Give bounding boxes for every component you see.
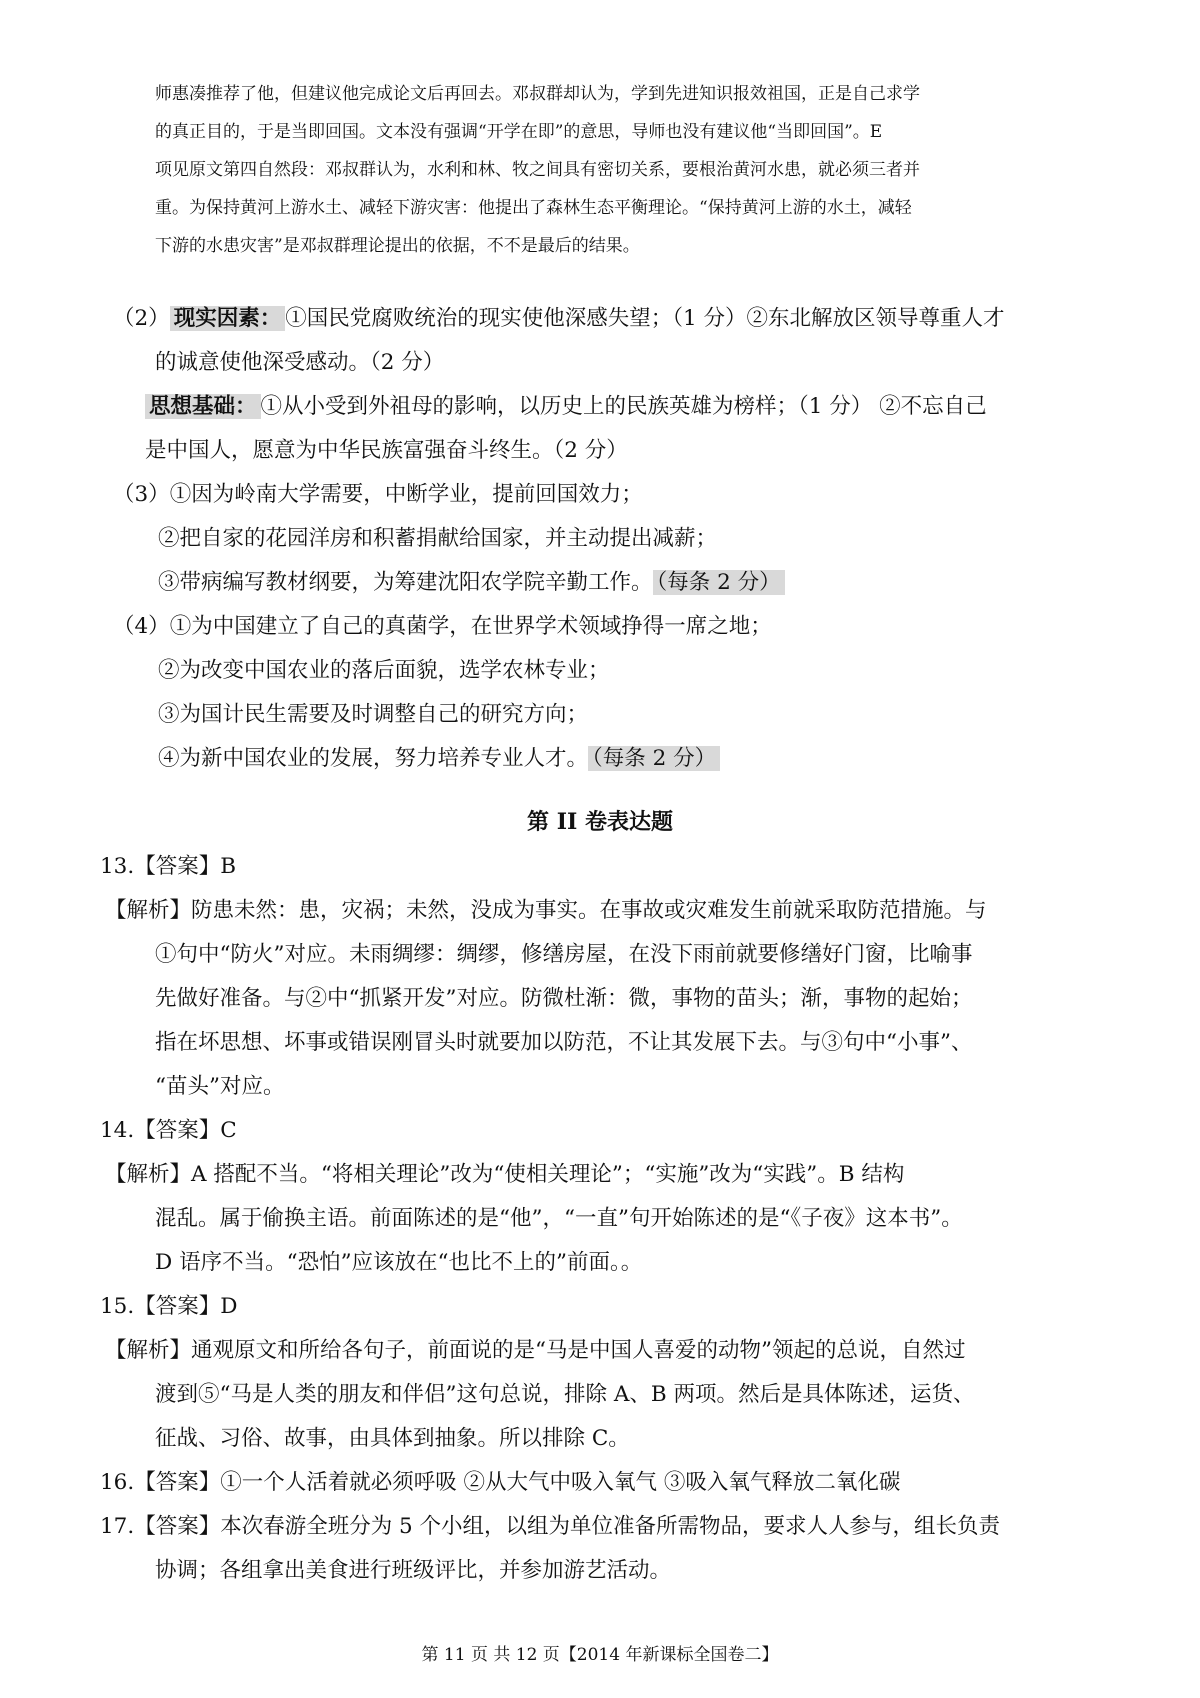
explanation-line: 【解析】A 搭配不当。“将相关理论”改为“使相关理论”；“实施”改为“实践”。B 结构: [105, 1162, 905, 1187]
answer-text: 是中国人，愿意为中华民族富强奋斗终生。（2 分）: [145, 438, 628, 463]
question-2-real: [113, 297, 1004, 341]
answer-item: ③为国计民生需要及时调整自己的研究方向；: [158, 702, 589, 727]
question-2-idea: [145, 385, 987, 429]
explanation-line: 指在坏思想、坏事或错误刚冒头时就要加以防范，不让其发展下去。与③句中“小事”、: [155, 1030, 973, 1055]
answer-line: 13.【答案】B: [100, 854, 236, 879]
section-title: 第 II 卷表达题: [527, 809, 673, 835]
answer-text: ③带病编写教材纲要，为筹建沈阳农学院辛勤工作。: [158, 570, 653, 595]
page-footer: 第 11 页 共 12 页【2014 年新课标全国卷二】: [421, 1645, 779, 1665]
answer-item: ②为改变中国农业的落后面貌，选学农林专业；: [158, 658, 610, 683]
answer-line: 14.【答案】C: [100, 1118, 237, 1143]
explanation-line: 【解析】通观原文和所给各句子，前面说的是“马是中国人喜爱的动物”领起的总说，自然过: [105, 1338, 966, 1363]
text-line: 的真正目的，于是当即回国。文本没有强调“开学在即”的意思，导师也没有建议他“当即回国”。E: [155, 122, 883, 142]
explanation-line: 混乱。属于偷换主语。前面陈述的是“他”，“一直”句开始陈述的是“《子夜》这本书”。: [155, 1206, 963, 1231]
answer-item: ②把自家的花园洋房和积蓄捐献给国家，并主动提出减薪；: [158, 526, 718, 551]
answer-line: 协调；各组拿出美食进行班级评比，并参加游艺活动。: [155, 1558, 672, 1583]
text-line: 重。为保持黄河上游水土、减轻下游灾害：他提出了森林生态平衡理论。“保持黄河上游的水土，减轻: [155, 198, 912, 218]
text-line: 项见原文第四自然段：邓叔群认为，水利和林、牧之间具有密切关系，要根治黄河水患，就必须三者并: [155, 160, 920, 180]
score-note: （每条 2 分）: [653, 570, 785, 595]
highlight-label: 现实因素：: [170, 306, 286, 331]
question-number: （4）: [113, 614, 170, 639]
explanation-line: D 语序不当。“恐怕”应该放在“也比不上的”前面。。: [155, 1250, 643, 1275]
question-number: （3）: [113, 482, 170, 507]
answer-line: 15.【答案】D: [100, 1294, 238, 1319]
explanation-line: “苗头”对应。: [155, 1074, 285, 1099]
text-line: 师惠凑推荐了他，但建议他完成论文后再回去。邓叔群却认为，学到先进知识报效祖国，正是自己求学: [155, 84, 920, 104]
answer-item: ①因为岭南大学需要，中断学业，提前回国效力；: [169, 482, 643, 507]
answer-text: 的诚意使他深受感动。（2 分）: [155, 350, 445, 375]
answer-text: ④为新中国农业的发展，努力培养专业人才。: [158, 746, 589, 771]
explanation-line: 先做好准备。与②中“抓紧开发”对应。防微杜渐：微，事物的苗头；渐，事物的起始；: [155, 986, 973, 1011]
score-note: （每条 2 分）: [588, 746, 720, 771]
question-number: （2）: [113, 306, 170, 331]
explanation-line: 渡到⑤“马是人类的朋友和伴侣”这句总说，排除 A、B 两项。然后是具体陈述，运货、: [155, 1382, 975, 1407]
answer-line: 17.【答案】本次春游全班分为 5 个小组，以组为单位准备所需物品，要求人人参与，组长负责: [100, 1514, 1001, 1539]
explanation-line: 【解析】防患未然：患，灾祸；未然，没成为事实。在事故或灾难发生前就采取防范措施。与: [105, 898, 987, 923]
highlight-label: 思想基础：: [145, 394, 261, 419]
answer-item: [158, 737, 720, 781]
answer-item: [158, 561, 785, 605]
text-line: 下游的水患灾害”是邓叔群理论提出的依据，不不是最后的结果。: [155, 236, 640, 256]
answer-text: ①从小受到外祖母的影响，以历史上的民族英雄为榜样；（1 分） ②不忘自己: [260, 394, 987, 419]
explanation-line: 征战、习俗、故事，由具体到抽象。所以排除 C。: [155, 1426, 630, 1451]
question-3: [113, 473, 643, 517]
answer-text: ①国民党腐败统治的现实使他深感失望；（1 分）②东北解放区领导尊重人才: [285, 306, 1005, 331]
question-4: [113, 605, 772, 649]
answer-line: 16.【答案】①一个人活着就必须呼吸 ②从大气中吸入氧气 ③吸入氧气释放二氧化碳: [100, 1470, 901, 1495]
explanation-line: ①句中“防火”对应。未雨绸缪：绸缪，修缮房屋，在没下雨前就要修缮好门窗，比喻事: [155, 942, 973, 967]
answer-item: ①为中国建立了自己的真菌学，在世界学术领域挣得一席之地；: [169, 614, 772, 639]
